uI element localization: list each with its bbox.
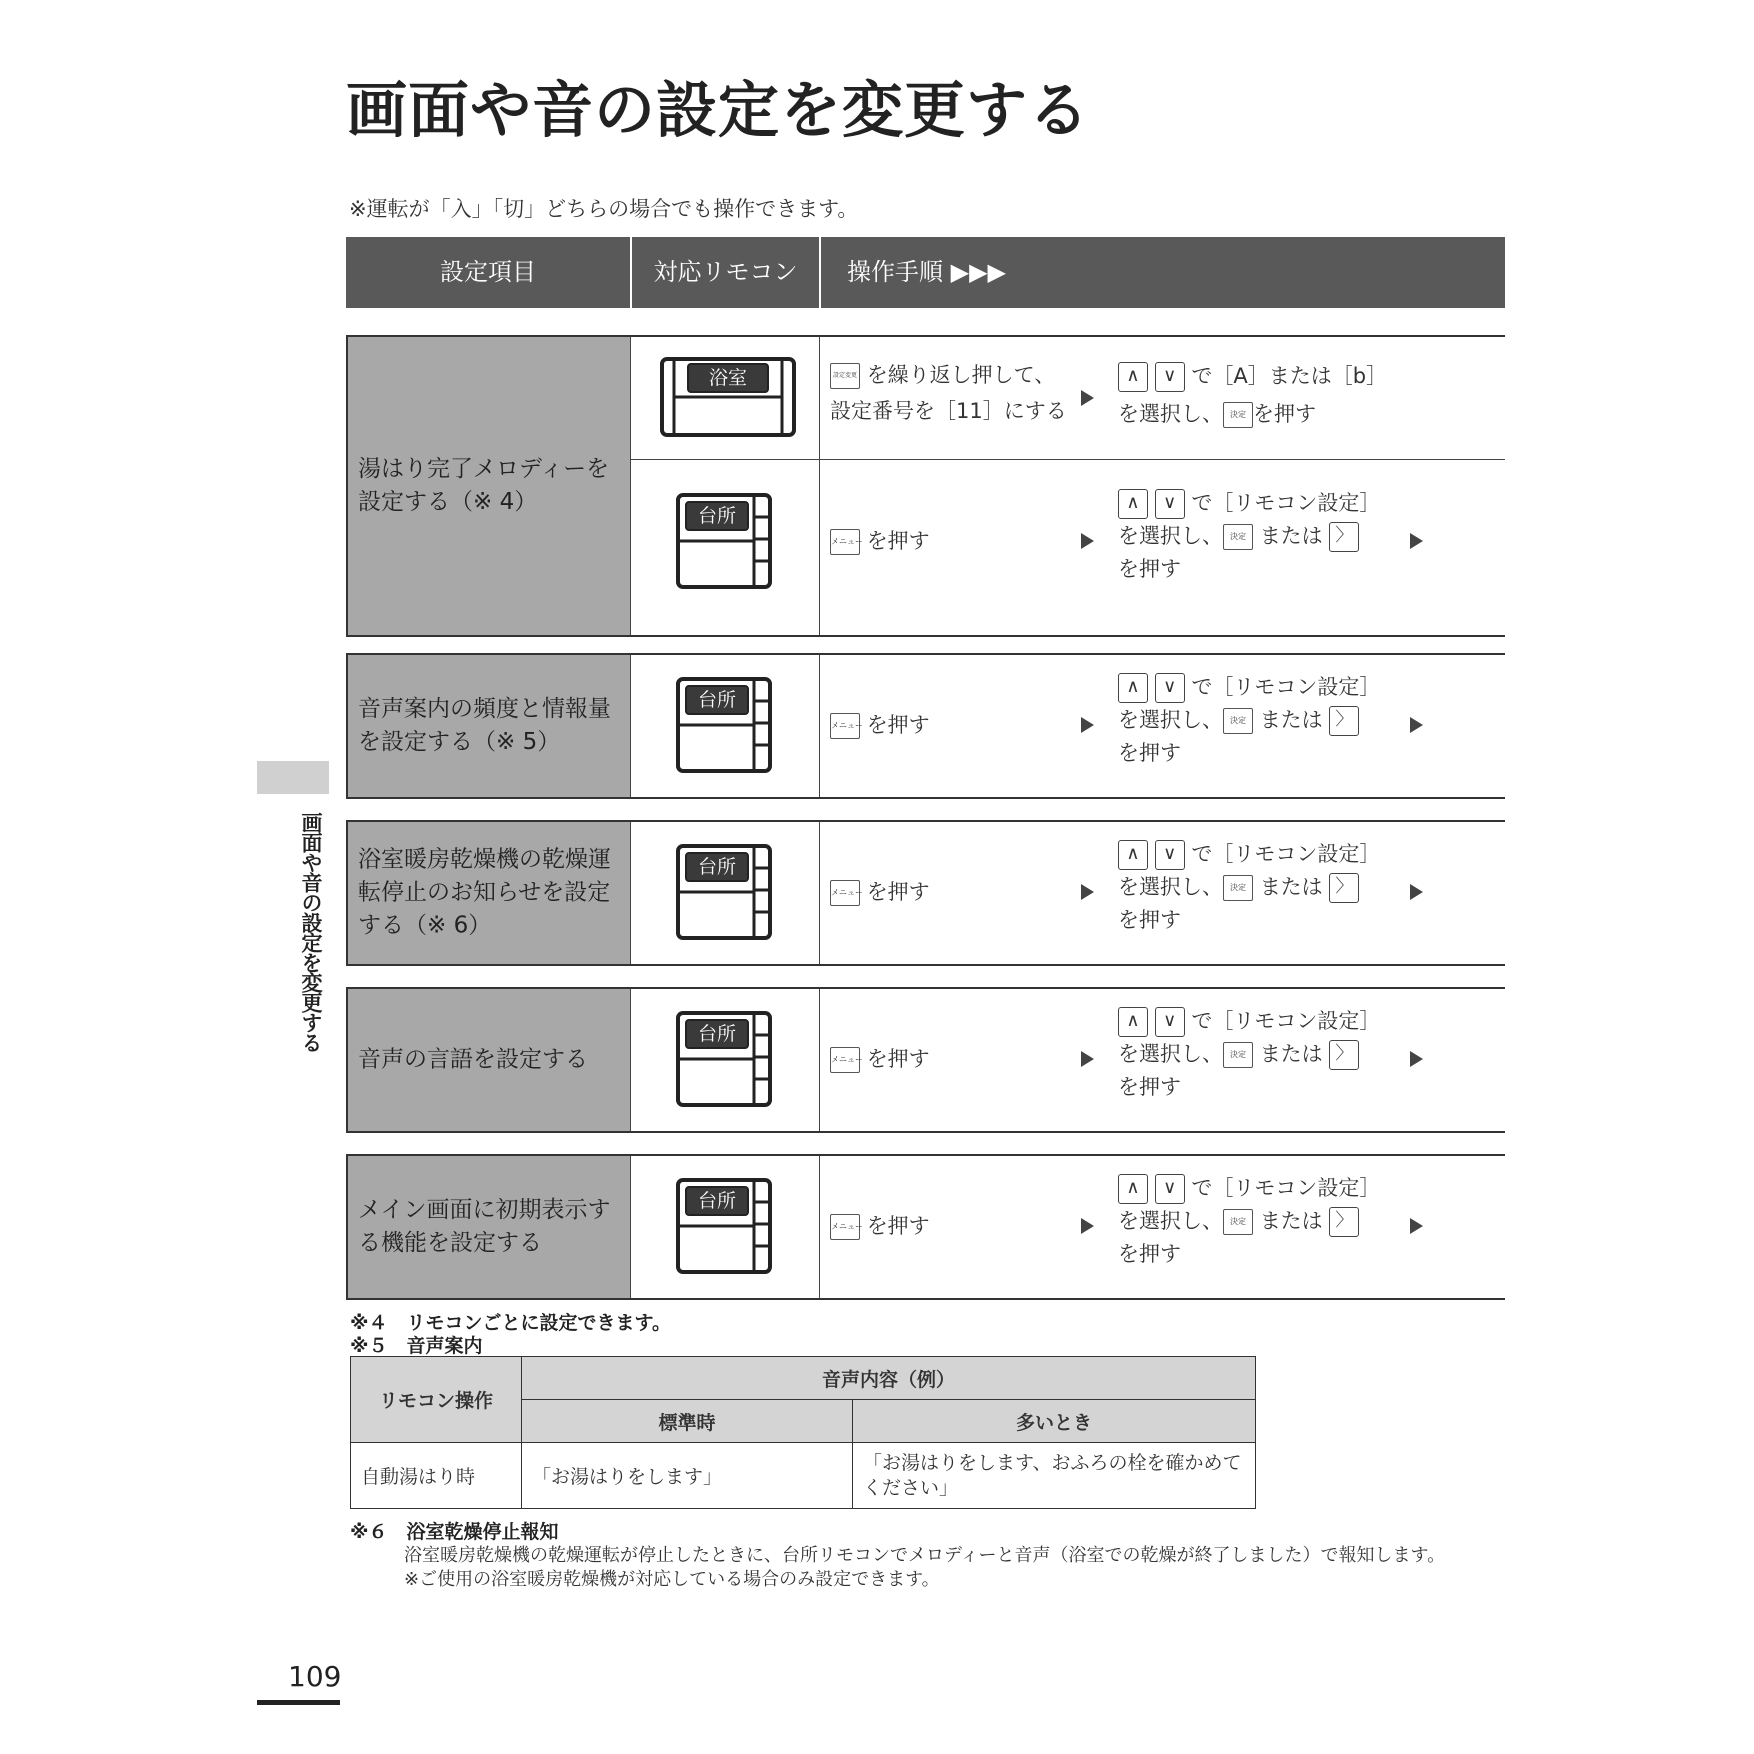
arrow-icon xyxy=(1081,390,1094,406)
kitchen-step2: ∧ ∨ で［リモコン設定］ を選択し、 決定 または 〉 を押す xyxy=(1118,491,1381,581)
page-number: 109 xyxy=(288,1660,342,1693)
side-tab-label: 画面や音の設定を変更する xyxy=(299,812,323,1052)
arrow-icon xyxy=(1410,884,1423,900)
up-button-icon: ∧ xyxy=(1118,840,1148,870)
bath-remote-label: 浴室 xyxy=(708,367,747,389)
voice-guidance-table xyxy=(350,1356,1256,1509)
menu-button-icon: メニュー xyxy=(830,713,860,739)
kitchen-step1: メニュー を押す xyxy=(831,880,930,904)
arrow-icon xyxy=(1410,1218,1423,1234)
setting-label-cell xyxy=(346,655,630,797)
decide-button-icon: 決定 xyxy=(1223,875,1253,901)
kitchen-remote-label: 台所 xyxy=(697,505,736,527)
kitchen-step1: メニュー を押す xyxy=(831,1214,930,1238)
kitchen-remote-label: 台所 xyxy=(697,1023,736,1045)
kitchen-remote-icon xyxy=(676,1178,776,1276)
kitchen-step2: ∧ ∨ で［リモコン設定］ を選択し、 決定 または 〉 を押す xyxy=(1118,842,1381,932)
setting-label: 音声案内の頻度と情報量を設定する（※ 5） xyxy=(358,696,611,755)
voice-table-cell-more: 「お湯はりをします、おふろの栓を確かめてください」 xyxy=(853,1443,1256,1509)
kitchen-step1: メニュー を押す xyxy=(831,713,930,737)
setting-block-melody xyxy=(346,335,1505,637)
down-button-icon: ∨ xyxy=(1155,1007,1185,1037)
kitchen-step1: メニュー を押す xyxy=(831,529,930,553)
kitchen-remote-icon xyxy=(676,677,776,775)
menu-button-icon: メニュー xyxy=(830,1214,860,1240)
setting-label-cell xyxy=(346,337,630,635)
bath-step1: 設定変更 を繰り返し押して、 設定番号を［11］にする xyxy=(830,363,1067,423)
setting-block-voice-frequency xyxy=(346,653,1505,799)
right-button-icon: 〉 xyxy=(1329,706,1359,736)
right-button-icon: 〉 xyxy=(1329,522,1359,552)
menu-button-icon: メニュー xyxy=(830,880,860,906)
arrow-icon xyxy=(1410,1051,1423,1067)
decide-button-icon: 決定 xyxy=(1223,708,1253,734)
kitchen-remote-icon xyxy=(676,1011,776,1109)
up-button-icon: ∧ xyxy=(1118,362,1148,392)
footnote-6-note: ※ご使用の浴室暖房乾燥機が対応している場合のみ設定できます。 xyxy=(404,1569,940,1590)
up-button-icon: ∧ xyxy=(1118,1174,1148,1204)
voice-table-header-standard: 標準時 xyxy=(522,1400,853,1443)
up-button-icon: ∧ xyxy=(1118,489,1148,519)
arrow-icon xyxy=(1081,1051,1094,1067)
setting-label: 浴室暖房乾燥機の乾燥運転停止のお知らせを設定する（※ 6） xyxy=(358,846,611,939)
side-tab-marker xyxy=(257,761,329,794)
footnote-6-title: ※６ 浴室乾燥停止報知 xyxy=(350,1521,559,1543)
arrow-icon xyxy=(1081,1218,1094,1234)
decide-button-icon: 決定 xyxy=(1223,1209,1253,1235)
bath-remote-icon xyxy=(660,357,796,437)
menu-button-icon: メニュー xyxy=(830,529,860,555)
right-button-icon: 〉 xyxy=(1329,1040,1359,1070)
kitchen-remote-label: 台所 xyxy=(697,689,736,711)
right-button-icon: 〉 xyxy=(1329,1207,1359,1237)
kitchen-remote-icon xyxy=(676,493,776,591)
right-button-icon: 〉 xyxy=(1329,873,1359,903)
arrow-icon xyxy=(1081,884,1094,900)
decide-button-icon: 決定 xyxy=(1223,524,1253,550)
setting-block-dryer xyxy=(346,820,1505,966)
page-title: 画面や音の設定を変更する xyxy=(346,75,1091,146)
kitchen-remote-icon xyxy=(676,844,776,942)
header-procedure: 操作手順 ▶▶▶ xyxy=(847,258,1006,286)
setting-label: メイン画面に初期表示する機能を設定する xyxy=(358,1197,611,1256)
header-remote: 対応リモコン xyxy=(653,258,798,286)
arrow-icon xyxy=(1081,717,1094,733)
down-button-icon: ∨ xyxy=(1155,673,1185,703)
arrow-icon xyxy=(1081,533,1094,549)
setting-label: 音声の言語を設定する xyxy=(358,1046,588,1073)
voice-table-cell-standard: 「お湯はりをします」 xyxy=(522,1443,853,1509)
menu-button-icon: メニュー xyxy=(830,1047,860,1073)
down-button-icon: ∨ xyxy=(1155,840,1185,870)
setting-label-cell xyxy=(346,1156,630,1298)
setting-change-button-icon: 設定変更 xyxy=(830,363,860,389)
voice-table-cell-operation: 自動湯はり時 xyxy=(351,1443,522,1509)
page-number-underline xyxy=(257,1700,340,1705)
kitchen-step2: ∧ ∨ で［リモコン設定］ を選択し、 決定 または 〉 を押す xyxy=(1118,675,1381,765)
down-button-icon: ∨ xyxy=(1155,1174,1185,1204)
decide-button-icon: 決定 xyxy=(1223,402,1253,428)
down-button-icon: ∨ xyxy=(1155,489,1185,519)
setting-label-cell xyxy=(346,989,630,1131)
setting-block-main-screen xyxy=(346,1154,1505,1300)
table-header xyxy=(346,237,1505,308)
arrow-icon xyxy=(1410,717,1423,733)
operation-note: ※運転が「入」「切」どちらの場合でも操作できます。 xyxy=(349,197,859,221)
setting-label-cell xyxy=(346,822,630,964)
voice-table-header-more: 多いとき xyxy=(853,1400,1256,1443)
down-button-icon: ∨ xyxy=(1155,362,1185,392)
kitchen-step1: メニュー を押す xyxy=(831,1047,930,1071)
footnote-4: ※４ リモコンごとに設定できます。 xyxy=(350,1312,671,1334)
kitchen-remote-label: 台所 xyxy=(697,856,736,878)
setting-label: 湯はり完了メロディーを設定する（※ 4） xyxy=(358,456,610,515)
kitchen-step2: ∧ ∨ で［リモコン設定］ を選択し、 決定 または 〉 を押す xyxy=(1118,1176,1381,1266)
kitchen-remote-label: 台所 xyxy=(697,1190,736,1212)
setting-block-language xyxy=(346,987,1505,1133)
voice-table-header-content: 音声内容（例） xyxy=(522,1357,1256,1400)
voice-table-header-operation: リモコン操作 xyxy=(351,1357,522,1443)
footnote-5: ※５ 音声案内 xyxy=(350,1335,483,1357)
up-button-icon: ∧ xyxy=(1118,1007,1148,1037)
decide-button-icon: 決定 xyxy=(1223,1042,1253,1068)
up-button-icon: ∧ xyxy=(1118,673,1148,703)
kitchen-step2: ∧ ∨ で［リモコン設定］ を選択し、 決定 または 〉 を押す xyxy=(1118,1009,1381,1099)
bath-step2: ∧ ∨ で［A］または［b］ を選択し、 決定 を押す xyxy=(1118,364,1388,426)
header-setting-item: 設定項目 xyxy=(440,258,536,286)
arrow-icon xyxy=(1410,533,1423,549)
footnote-6-body: 浴室暖房乾燥機の乾燥運転が停止したときに、台所リモコンでメロディーと音声（浴室での乾燥が終了しました）で報知します。 xyxy=(404,1545,1446,1566)
